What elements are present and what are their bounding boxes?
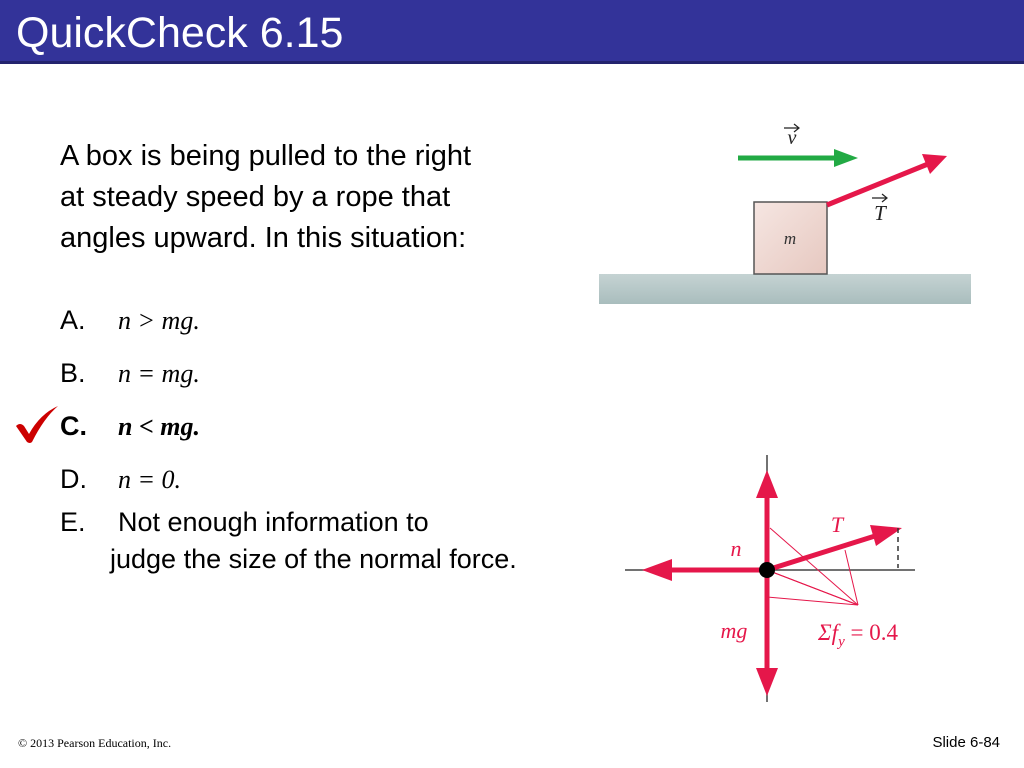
- tension-arrow-shaft: [827, 164, 928, 205]
- sum-fy-label: $\Sigma f_y = 0.4$: [818, 620, 898, 650]
- tension-force-head: [870, 525, 902, 546]
- option-c[interactable]: [60, 409, 200, 444]
- pointer-line-5: [845, 550, 858, 605]
- question-line-3: angles upward. In this situation:: [60, 222, 467, 254]
- free-body-diagram: [620, 450, 930, 710]
- box-diagram: [596, 118, 976, 310]
- option-b[interactable]: [60, 356, 200, 391]
- option-b-text: n = mg.: [118, 359, 200, 388]
- option-a[interactable]: [60, 303, 200, 338]
- normal-force-head: [756, 470, 778, 498]
- option-d-letter: D.: [60, 464, 87, 494]
- velocity-arrow-head: [834, 149, 858, 167]
- weight-label: mg: [720, 618, 748, 643]
- option-e-text-line2: judge the size of the normal force.: [110, 544, 517, 574]
- option-e[interactable]: [60, 505, 429, 539]
- normal-label: n: [730, 536, 742, 561]
- tension-label: T: [874, 201, 886, 225]
- question-line-2: at steady speed by a rope that: [60, 181, 451, 213]
- velocity-label: v: [787, 127, 797, 149]
- option-c-text: n < mg.: [118, 412, 200, 441]
- option-e-letter: E.: [60, 507, 86, 537]
- question-line-1: A box is being pulled to the right: [60, 140, 472, 172]
- pointer-line-3: [767, 570, 858, 605]
- ground-surface: [599, 274, 971, 304]
- question-text: [60, 136, 580, 259]
- mass-label: m: [783, 229, 797, 248]
- tension-fbd-label: T: [830, 512, 844, 537]
- slide-number: Slide 6-84: [932, 734, 1000, 751]
- tension-force-shaft: [767, 536, 875, 570]
- pointer-line-2: [767, 597, 858, 605]
- option-d-text: n = 0.: [118, 465, 182, 494]
- title-bar: [0, 0, 1024, 64]
- slide-title: QuickCheck 6.15: [16, 9, 344, 57]
- center-dot: [759, 562, 775, 578]
- friction-force-head: [642, 559, 672, 581]
- option-b-letter: B.: [60, 358, 86, 388]
- checkmark-icon: [14, 404, 60, 444]
- weight-force-head: [756, 668, 778, 696]
- option-e-text: Not enough information to: [118, 507, 429, 537]
- option-c-letter: C.: [60, 411, 87, 441]
- option-d[interactable]: [60, 462, 181, 497]
- option-a-text: n > mg.: [118, 306, 200, 335]
- option-a-letter: A.: [60, 305, 86, 335]
- copyright-text: © 2013 Pearson Education, Inc.: [18, 736, 172, 750]
